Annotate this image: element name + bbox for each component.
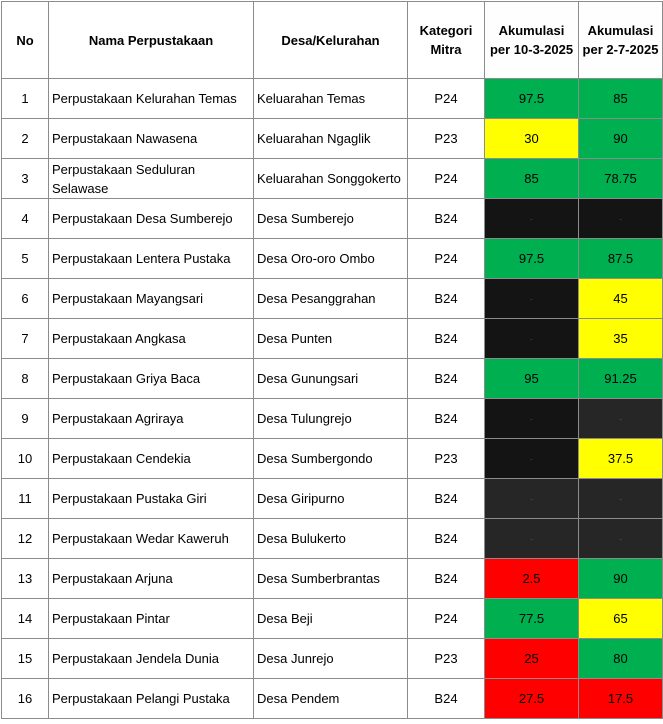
cell-desa: Desa Giripurno: [254, 479, 408, 519]
cell-nama: Perpustakaan Wedar Kaweruh: [49, 519, 254, 559]
cell-nama: Perpustakaan Cendekia: [49, 439, 254, 479]
cell-akumulasi-1: 95: [485, 359, 579, 399]
cell-kategori: B24: [408, 559, 485, 599]
cell-desa: Desa Beji: [254, 599, 408, 639]
table-row: [2, 319, 663, 359]
table-row: [2, 359, 663, 399]
cell-no: 1: [2, 79, 49, 119]
cell-akumulasi-1: 77.5: [485, 599, 579, 639]
cell-akumulasi-2: -: [579, 399, 663, 439]
cell-kategori: P23: [408, 639, 485, 679]
cell-desa: Desa Sumberejo: [254, 199, 408, 239]
cell-no: 2: [2, 119, 49, 159]
table-row: [2, 679, 663, 719]
cell-akumulasi-1: -: [485, 479, 579, 519]
cell-no: 8: [2, 359, 49, 399]
cell-kategori: P24: [408, 599, 485, 639]
table-row: [2, 119, 663, 159]
cell-nama: Perpustakaan Jendela Dunia: [49, 639, 254, 679]
table-body: [2, 79, 663, 719]
cell-no: 4: [2, 199, 49, 239]
table-row: [2, 279, 663, 319]
cell-no: 7: [2, 319, 49, 359]
table-row: [2, 159, 663, 199]
cell-nama: Perpustakaan Pelangi Pustaka: [49, 679, 254, 719]
cell-akumulasi-1: -: [485, 399, 579, 439]
header-no: No: [2, 2, 49, 79]
cell-akumulasi-2: -: [579, 479, 663, 519]
cell-kategori: B24: [408, 359, 485, 399]
cell-akumulasi-2: 91.25: [579, 359, 663, 399]
cell-akumulasi-1: -: [485, 439, 579, 479]
cell-kategori: B24: [408, 319, 485, 359]
table-row: [2, 199, 663, 239]
table-row: [2, 479, 663, 519]
cell-desa: Keluarahan Ngaglik: [254, 119, 408, 159]
cell-no: 11: [2, 479, 49, 519]
cell-kategori: P23: [408, 439, 485, 479]
cell-kategori: B24: [408, 479, 485, 519]
cell-nama: Perpustakaan Nawasena: [49, 119, 254, 159]
cell-akumulasi-2: 90: [579, 559, 663, 599]
cell-akumulasi-1: -: [485, 319, 579, 359]
cell-akumulasi-2: -: [579, 519, 663, 559]
cell-no: 3: [2, 159, 49, 199]
cell-desa: Desa Punten: [254, 319, 408, 359]
cell-nama: Perpustakaan Pustaka Giri: [49, 479, 254, 519]
cell-akumulasi-2: 45: [579, 279, 663, 319]
header-akumulasi-1: Akumulasi per 10-3-2025: [485, 2, 579, 79]
cell-no: 5: [2, 239, 49, 279]
cell-no: 16: [2, 679, 49, 719]
cell-akumulasi-1: -: [485, 199, 579, 239]
cell-akumulasi-1: -: [485, 519, 579, 559]
table-row: [2, 559, 663, 599]
cell-desa: Desa Pesanggrahan: [254, 279, 408, 319]
cell-kategori: B24: [408, 679, 485, 719]
cell-akumulasi-2: 35: [579, 319, 663, 359]
table-row: [2, 599, 663, 639]
library-table: [1, 1, 663, 719]
cell-akumulasi-2: 80: [579, 639, 663, 679]
cell-nama: Perpustakaan Lentera Pustaka: [49, 239, 254, 279]
header-akumulasi-2: Akumulasi per 2-7-2025: [579, 2, 663, 79]
cell-desa: Desa Pendem: [254, 679, 408, 719]
cell-nama: Perpustakaan Kelurahan Temas: [49, 79, 254, 119]
cell-no: 9: [2, 399, 49, 439]
cell-no: 10: [2, 439, 49, 479]
cell-nama: Perpustakaan Mayangsari: [49, 279, 254, 319]
table-row: [2, 79, 663, 119]
cell-akumulasi-1: 85: [485, 159, 579, 199]
cell-akumulasi-2: 78.75: [579, 159, 663, 199]
cell-desa: Keluarahan Songgokerto: [254, 159, 408, 199]
cell-nama: Perpustakaan Angkasa: [49, 319, 254, 359]
cell-akumulasi-1: -: [485, 279, 579, 319]
cell-no: 6: [2, 279, 49, 319]
cell-desa: Desa Tulungrejo: [254, 399, 408, 439]
cell-no: 14: [2, 599, 49, 639]
cell-desa: Desa Oro-oro Ombo: [254, 239, 408, 279]
header-row: [2, 2, 663, 79]
table-row: [2, 519, 663, 559]
cell-kategori: B24: [408, 399, 485, 439]
cell-akumulasi-2: 87.5: [579, 239, 663, 279]
cell-desa: Desa Bulukerto: [254, 519, 408, 559]
cell-akumulasi-2: 37.5: [579, 439, 663, 479]
header-desa: Desa/Kelurahan: [254, 2, 408, 79]
cell-akumulasi-1: 25: [485, 639, 579, 679]
cell-kategori: B24: [408, 279, 485, 319]
table-row: [2, 399, 663, 439]
cell-nama: Perpustakaan Desa Sumberejo: [49, 199, 254, 239]
table-row: [2, 439, 663, 479]
cell-kategori: P24: [408, 159, 485, 199]
cell-akumulasi-2: 85: [579, 79, 663, 119]
cell-kategori: P23: [408, 119, 485, 159]
cell-no: 13: [2, 559, 49, 599]
cell-akumulasi-1: 97.5: [485, 79, 579, 119]
cell-akumulasi-1: 30: [485, 119, 579, 159]
cell-desa: Desa Sumbergondo: [254, 439, 408, 479]
cell-akumulasi-2: -: [579, 199, 663, 239]
cell-akumulasi-1: 2.5: [485, 559, 579, 599]
table-row: [2, 639, 663, 679]
cell-desa: Desa Sumberbrantas: [254, 559, 408, 599]
cell-kategori: B24: [408, 519, 485, 559]
table-row: [2, 239, 663, 279]
cell-kategori: B24: [408, 199, 485, 239]
cell-nama: Perpustakaan Griya Baca: [49, 359, 254, 399]
cell-akumulasi-2: 65: [579, 599, 663, 639]
cell-nama: Perpustakaan Agriraya: [49, 399, 254, 439]
cell-desa: Desa Junrejo: [254, 639, 408, 679]
cell-desa: Keluarahan Temas: [254, 79, 408, 119]
cell-desa: Desa Gunungsari: [254, 359, 408, 399]
cell-no: 15: [2, 639, 49, 679]
cell-kategori: P24: [408, 79, 485, 119]
cell-akumulasi-1: 27.5: [485, 679, 579, 719]
header-kategori: Kategori Mitra: [408, 2, 485, 79]
cell-nama: Perpustakaan Pintar: [49, 599, 254, 639]
cell-no: 12: [2, 519, 49, 559]
cell-akumulasi-2: 90: [579, 119, 663, 159]
header-nama: Nama Perpustakaan: [49, 2, 254, 79]
cell-akumulasi-2: 17.5: [579, 679, 663, 719]
cell-akumulasi-1: 97.5: [485, 239, 579, 279]
cell-kategori: P24: [408, 239, 485, 279]
cell-nama: Perpustakaan Arjuna: [49, 559, 254, 599]
cell-nama: Perpustakaan Seduluran Selawase: [49, 159, 254, 199]
